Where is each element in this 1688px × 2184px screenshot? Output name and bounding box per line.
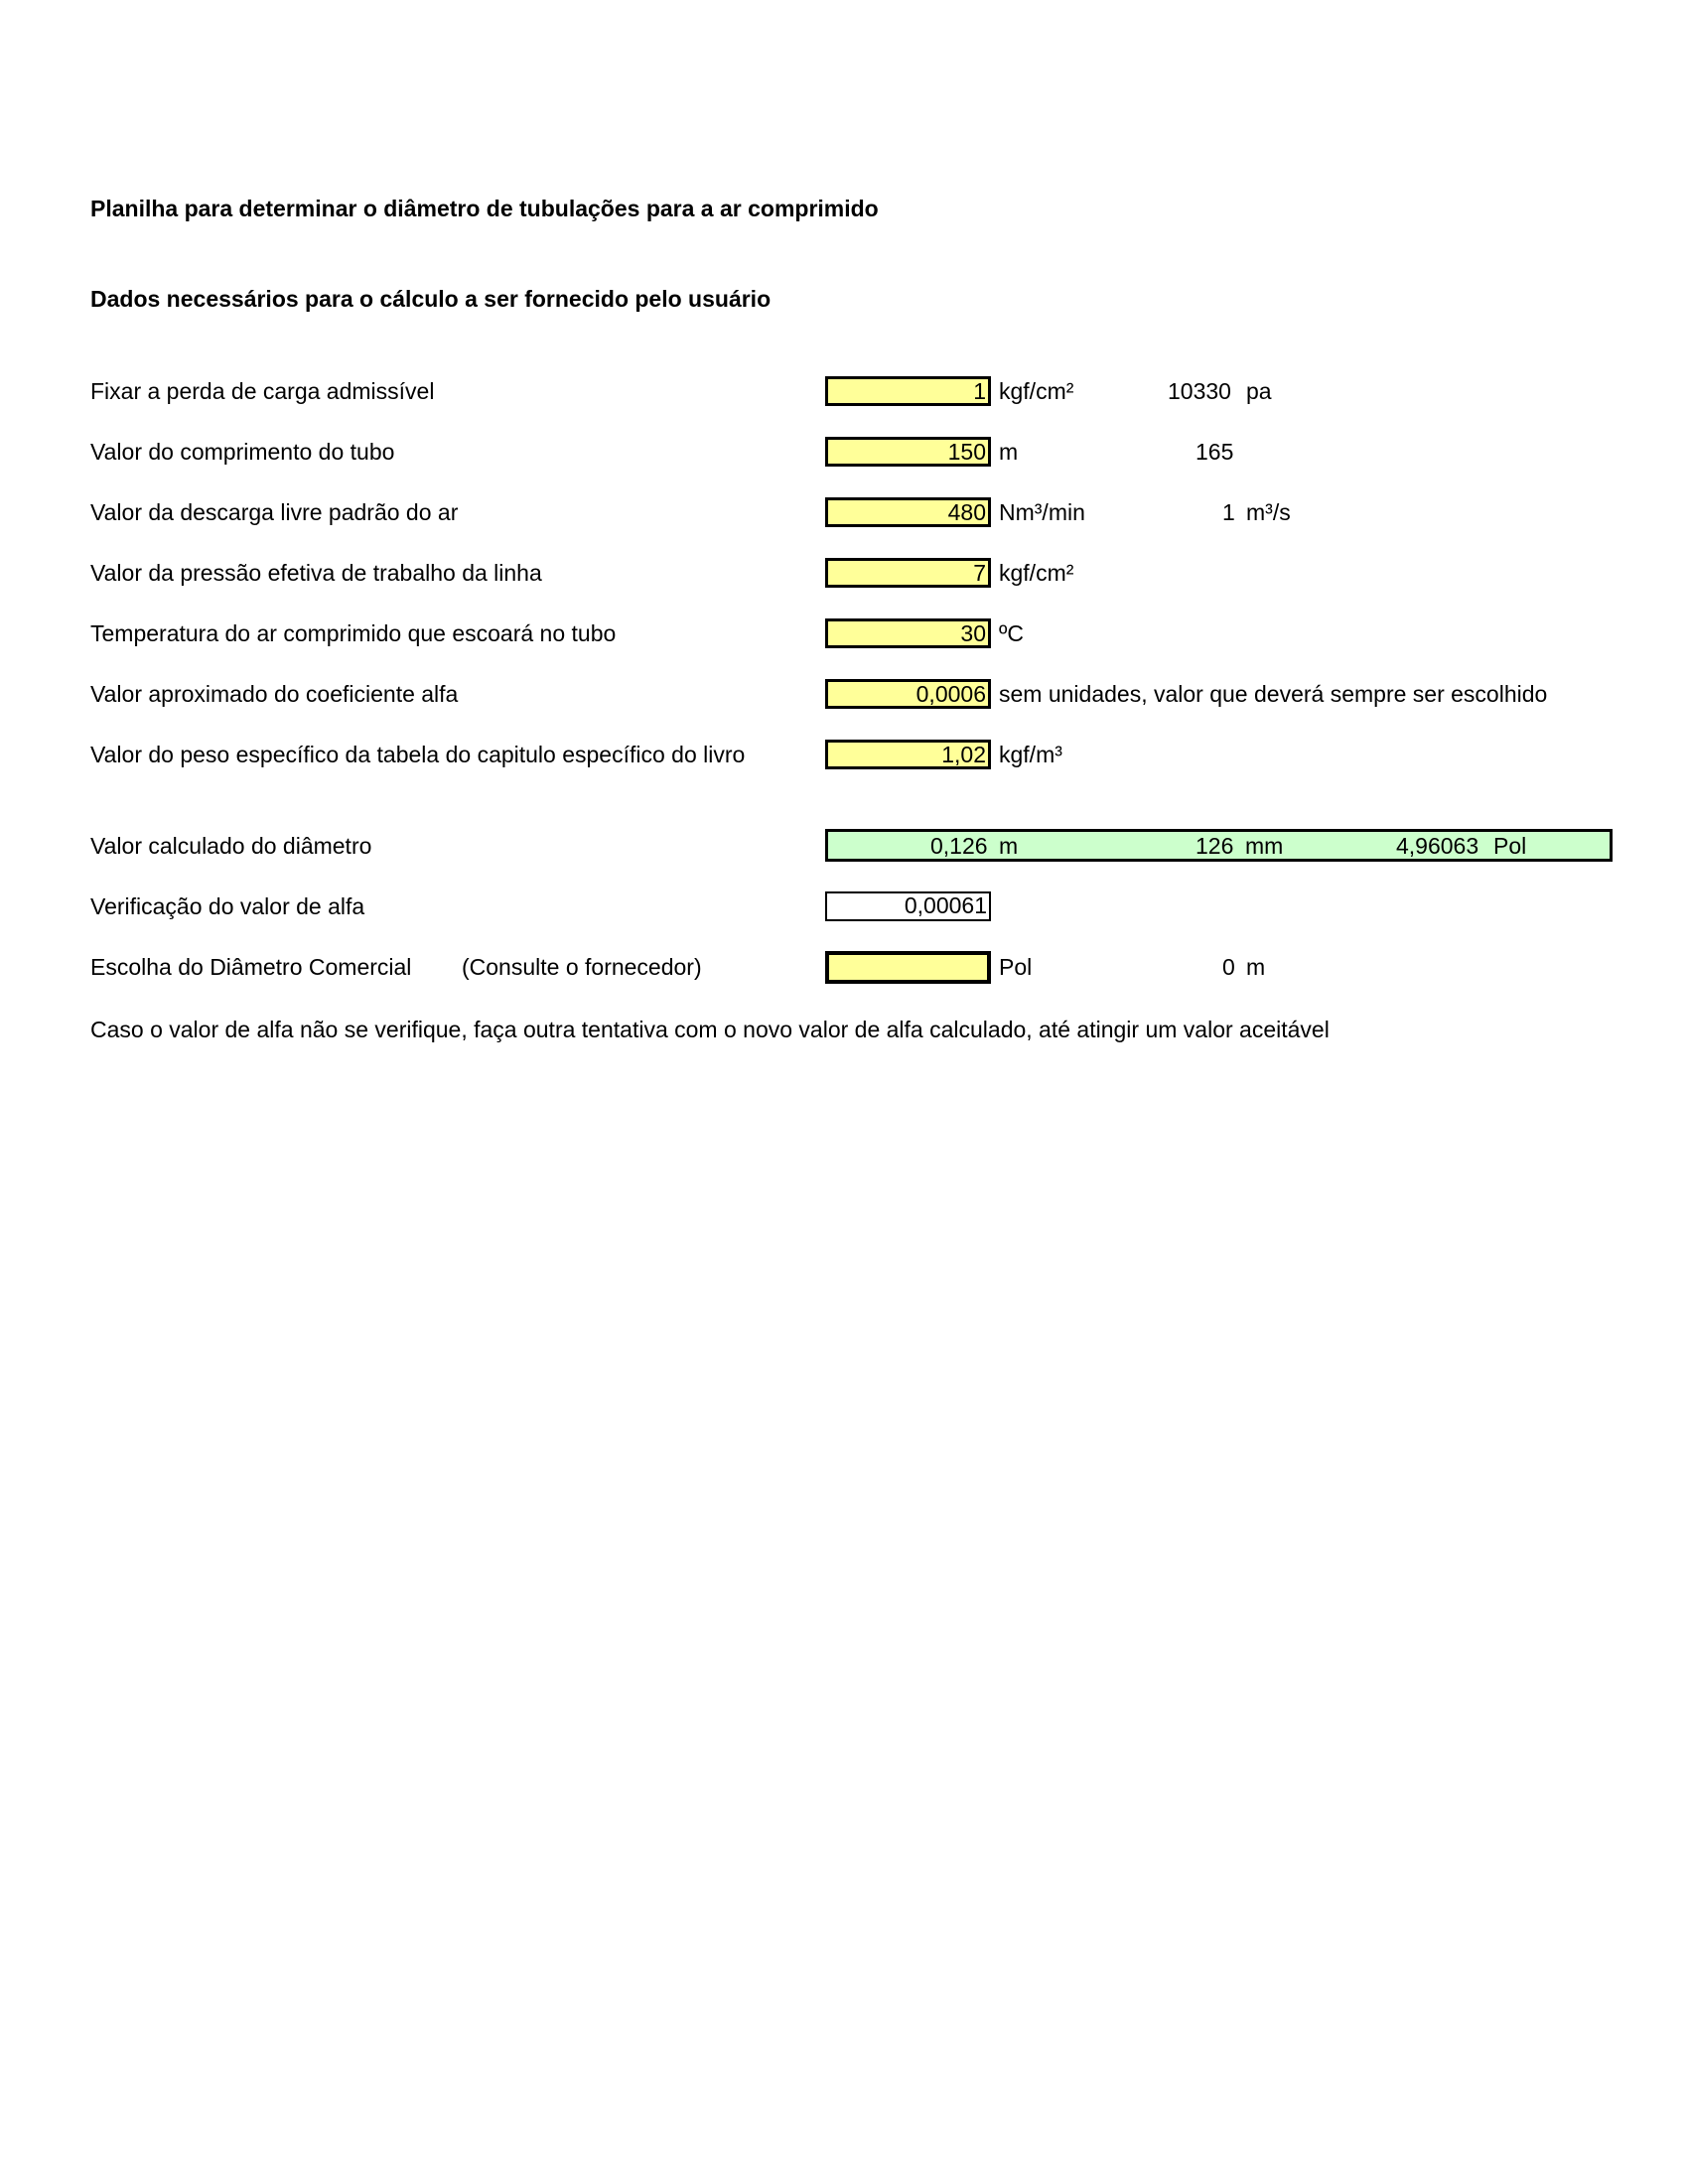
input-pressure-loss[interactable]: 1 [825, 376, 991, 406]
result-diameter-m-unit: m [999, 833, 1019, 859]
result-diameter-mm-unit: mm [1245, 833, 1284, 859]
row-label-air-temperature: Temperatura do ar comprimido que escoará no tubo [90, 620, 617, 646]
page-title: Planilha para determinar o diâmetro de tubulações para a ar comprimido [90, 196, 879, 221]
pipe-length-extra-value: 165 [1196, 439, 1234, 465]
unit-pressure-loss: kgf/cm² [999, 378, 1074, 404]
commercial-diameter-hint: (Consulte o fornecedor) [462, 954, 702, 980]
input-specific-weight[interactable]: 1,02 [825, 740, 991, 769]
row-label-air-discharge: Valor da descarga livre padrão do ar [90, 499, 459, 525]
air-discharge-m3s-value: 1 [1222, 499, 1235, 525]
input-working-pressure[interactable]: 7 [825, 558, 991, 588]
pressure-loss-pa-unit: pa [1246, 378, 1272, 404]
input-pipe-length[interactable]: 150 [825, 437, 991, 467]
row-label-alpha-coefficient: Valor aproximado do coeficiente alfa [90, 681, 459, 707]
unit-air-temperature: ºC [999, 620, 1025, 646]
unit-alpha-coefficient: sem unidades, valor que deverá sempre ser escolhido [999, 681, 1548, 707]
result-diameter-mm-value: 126 [1196, 833, 1234, 859]
commercial-diameter-m-unit: m [1246, 954, 1266, 980]
result-diameter-pol-unit: Pol [1493, 833, 1527, 859]
pressure-loss-pa-value: 10330 [1168, 378, 1231, 404]
commercial-diameter-m-value: 0 [1222, 954, 1235, 980]
retry-note: Caso o valor de alfa não se verifique, faça outra tentativa com o novo valor de alfa calculado, até atingir um valor aceitável [90, 1017, 1330, 1042]
input-commercial-diameter[interactable] [825, 951, 991, 984]
result-diameter-bar [825, 829, 1613, 862]
commercial-diameter-unit: Pol [999, 954, 1033, 980]
input-alpha-coefficient[interactable]: 0,0006 [825, 679, 991, 709]
row-label-pipe-length: Valor do comprimento do tubo [90, 439, 395, 465]
unit-pipe-length: m [999, 439, 1019, 465]
result-label: Valor calculado do diâmetro [90, 833, 372, 859]
row-label-working-pressure: Valor da pressão efetiva de trabalho da linha [90, 560, 542, 586]
row-label-pressure-loss: Fixar a perda de carga admissível [90, 378, 435, 404]
alpha-check-label: Verificação do valor de alfa [90, 893, 365, 919]
commercial-diameter-label: Escolha do Diâmetro Comercial [90, 954, 412, 980]
unit-specific-weight: kgf/m³ [999, 742, 1062, 767]
result-diameter-pol-value: 4,96063 [1396, 833, 1479, 859]
row-label-specific-weight: Valor do peso específico da tabela do capitulo específico do livro [90, 742, 746, 767]
section-subtitle: Dados necessários para o cálculo a ser fornecido pelo usuário [90, 286, 772, 312]
air-discharge-m3s-unit: m³/s [1246, 499, 1291, 525]
result-diameter-m-value: 0,126 [930, 833, 988, 859]
unit-working-pressure: kgf/cm² [999, 560, 1074, 586]
input-air-discharge[interactable]: 480 [825, 497, 991, 527]
unit-air-discharge: Nm³/min [999, 499, 1085, 525]
input-air-temperature[interactable]: 30 [825, 618, 991, 648]
alpha-check-value: 0,00061 [825, 891, 991, 921]
